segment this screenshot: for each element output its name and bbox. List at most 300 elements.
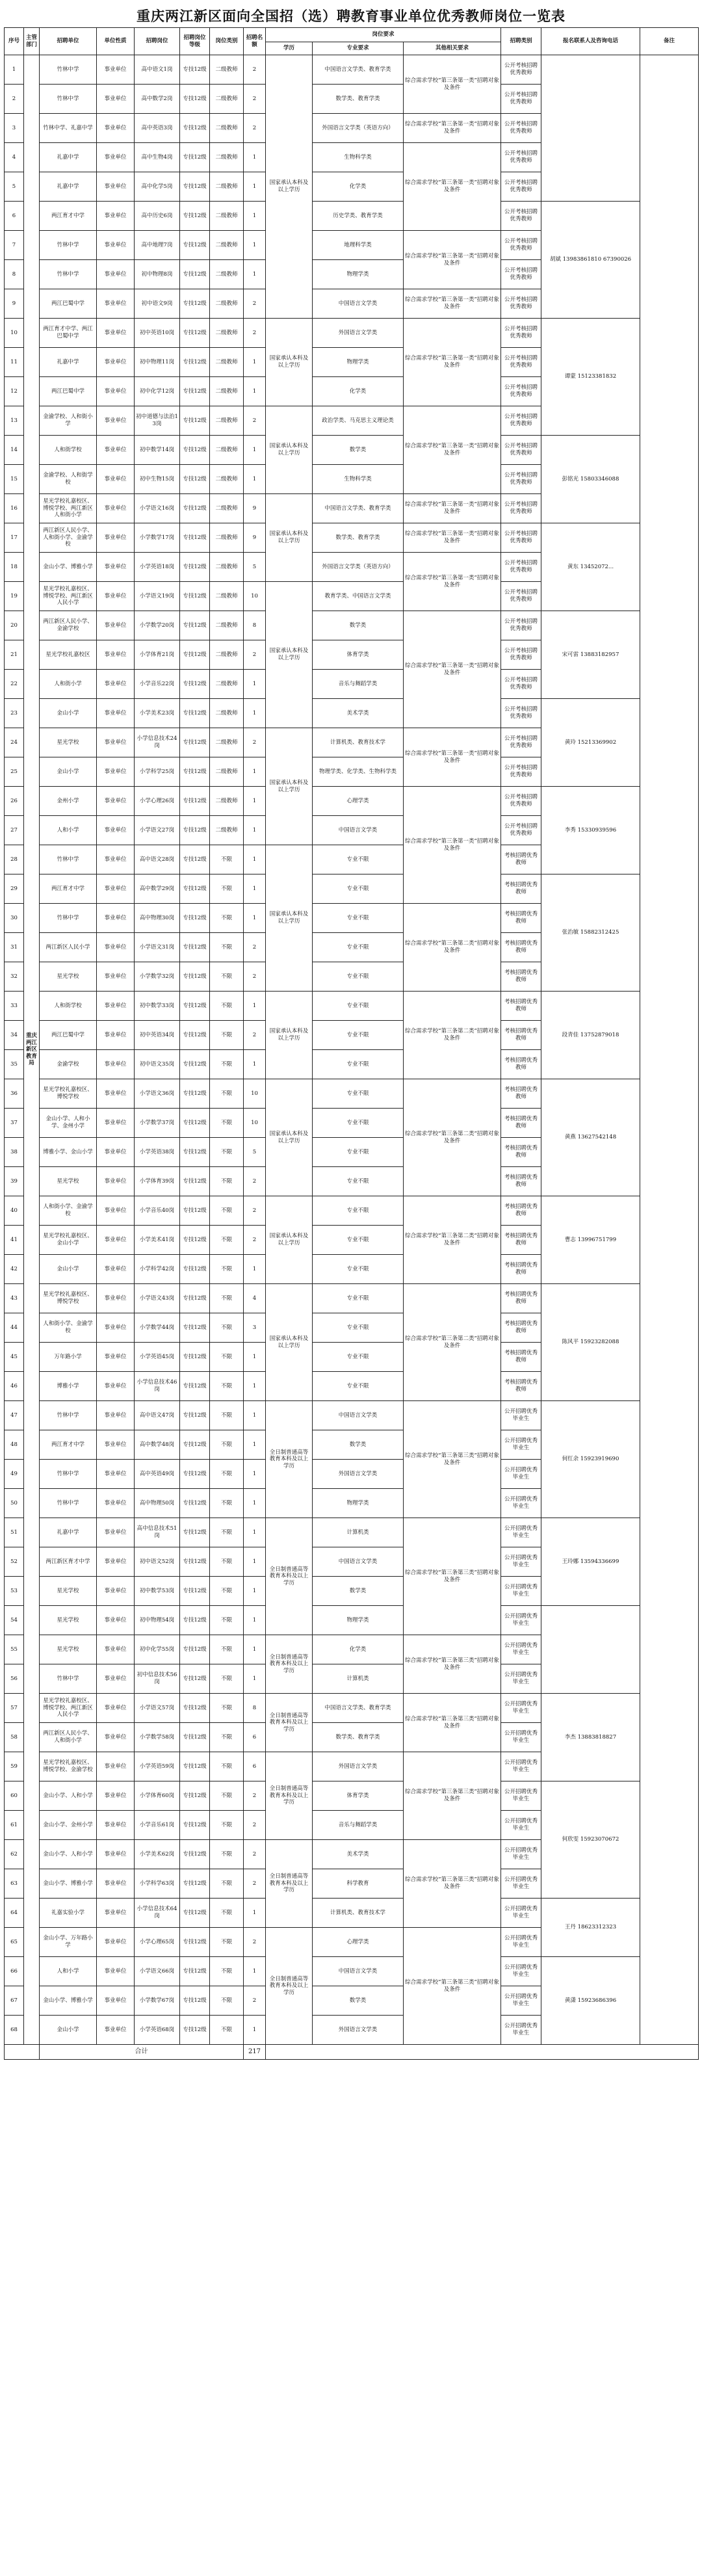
- post-cell: 小学科学42岗: [135, 1255, 180, 1284]
- major-cell: 专业不限: [313, 874, 404, 904]
- row-number: 41: [5, 1226, 24, 1255]
- method-cell: 考核招聘优秀教师: [501, 845, 541, 874]
- table-row: [5, 319, 699, 348]
- post-cell: 初中化学12岗: [135, 377, 180, 406]
- count-cell: 10: [244, 1079, 266, 1109]
- row-number: 11: [5, 348, 24, 377]
- edu-cell: 全日制普通高等教育本科及以上学历: [266, 1518, 313, 1635]
- unit-type-cell: 事业单位: [97, 1284, 135, 1313]
- row-number: 20: [5, 611, 24, 640]
- grade-cell: 专技12级: [180, 933, 210, 962]
- method-cell: 考核招聘优秀教师: [501, 1343, 541, 1372]
- major-cell: 生物科学类: [313, 143, 404, 172]
- table-row: [5, 1781, 699, 1811]
- edu-cell: 全日制普通高等教育本科及以上学历: [266, 1635, 313, 1694]
- category-cell: 不限: [210, 1606, 244, 1635]
- unit-type-cell: 事业单位: [97, 1869, 135, 1899]
- category-cell: 不限: [210, 1460, 244, 1489]
- count-cell: 1: [244, 1255, 266, 1284]
- grade-cell: 专技12级: [180, 699, 210, 728]
- count-cell: 10: [244, 582, 266, 611]
- category-cell: 不限: [210, 1372, 244, 1401]
- category-cell: 二级教师: [210, 816, 244, 845]
- unit-type-cell: 事业单位: [97, 1928, 135, 1957]
- post-cell: 高中数学29岗: [135, 874, 180, 904]
- post-cell: 高中数学48岗: [135, 1430, 180, 1460]
- other-cell: 综合需求学校“第三条第一类”招聘对象及条件: [404, 319, 501, 406]
- grade-cell: 专技12级: [180, 465, 210, 494]
- major-cell: 心理学类: [313, 787, 404, 816]
- count-cell: 2: [244, 55, 266, 85]
- edu-cell: 国家承认本科及以上学历: [266, 319, 313, 406]
- post-cell: 初中物理11岗: [135, 348, 180, 377]
- post-cell: 初中英语10岗: [135, 319, 180, 348]
- row-number: 7: [5, 231, 24, 260]
- category-cell: 不限: [210, 1167, 244, 1196]
- unit-type-cell: 事业单位: [97, 1840, 135, 1869]
- count-cell: 4: [244, 1284, 266, 1313]
- row-number: 44: [5, 1313, 24, 1343]
- grade-cell: 专技12级: [180, 1518, 210, 1547]
- row-number: 17: [5, 523, 24, 553]
- count-cell: 5: [244, 553, 266, 582]
- major-cell: 专业不限: [313, 1226, 404, 1255]
- unit-type-cell: 事业单位: [97, 1021, 135, 1050]
- method-cell: 考核招聘优秀教师: [501, 1284, 541, 1313]
- row-number: 45: [5, 1343, 24, 1372]
- category-cell: 不限: [210, 1313, 244, 1343]
- unit-type-cell: 事业单位: [97, 1635, 135, 1664]
- unit-cell: 竹林中学: [40, 1664, 97, 1694]
- category-cell: 不限: [210, 1723, 244, 1752]
- unit-type-cell: 事业单位: [97, 1401, 135, 1430]
- method-cell: 公开考核招聘优秀教师: [501, 377, 541, 406]
- post-cell: 小学美术62岗: [135, 1840, 180, 1869]
- category-cell: 不限: [210, 1255, 244, 1284]
- count-cell: 2: [244, 1167, 266, 1196]
- unit-type-cell: 事业单位: [97, 143, 135, 172]
- row-number: 28: [5, 845, 24, 874]
- post-cell: 高中信息技术51岗: [135, 1518, 180, 1547]
- post-cell: 小学体育60岗: [135, 1781, 180, 1811]
- unit-cell: 金山小学: [40, 757, 97, 787]
- major-cell: 地理科学类: [313, 231, 404, 260]
- unit-cell: 星光学校: [40, 728, 97, 757]
- category-cell: 不限: [210, 1196, 244, 1226]
- grade-cell: 专技12级: [180, 1811, 210, 1840]
- row-number: 14: [5, 436, 24, 465]
- header-grade: 招聘岗位等级: [180, 28, 210, 55]
- count-cell: 2: [244, 1869, 266, 1899]
- other-cell: 综合需求学校“第三条第一类”招聘对象及条件: [404, 728, 501, 787]
- post-cell: 小学数学37岗: [135, 1109, 180, 1138]
- grade-cell: 专技12级: [180, 1255, 210, 1284]
- major-cell: 数学类: [313, 436, 404, 465]
- unit-type-cell: 事业单位: [97, 1606, 135, 1635]
- other-cell: 综合需求学校“第三条第一类”招聘对象及条件: [404, 553, 501, 611]
- contact-cell: 黄潇 15923686396: [541, 1957, 640, 2045]
- post-cell: 初中英语34岗: [135, 1021, 180, 1050]
- method-cell: 考核招聘优秀教师: [501, 992, 541, 1021]
- category-cell: 二级教师: [210, 465, 244, 494]
- major-cell: 美术学类: [313, 699, 404, 728]
- contact-cell: [541, 55, 640, 202]
- unit-cell: 金山小学、博雅小学: [40, 1869, 97, 1899]
- unit-cell: 礼嘉中学: [40, 143, 97, 172]
- unit-cell: 金山小学: [40, 1255, 97, 1284]
- other-cell: 综合需求学校“第三条第二类”招聘对象及条件: [404, 904, 501, 992]
- grade-cell: 专技12级: [180, 1138, 210, 1167]
- category-cell: 不限: [210, 1226, 244, 1255]
- major-cell: 专业不限: [313, 1050, 404, 1079]
- category-cell: 二级教师: [210, 553, 244, 582]
- unit-cell: 金山小学: [40, 2016, 97, 2045]
- count-cell: 1: [244, 2016, 266, 2045]
- method-cell: 公开招聘优秀毕业生: [501, 2016, 541, 2045]
- major-cell: 科学教育: [313, 1869, 404, 1899]
- unit-type-cell: 事业单位: [97, 1547, 135, 1577]
- header-count: 招聘名额: [244, 28, 266, 55]
- post-cell: 初中信息技术56岗: [135, 1664, 180, 1694]
- major-cell: 专业不限: [313, 1167, 404, 1196]
- unit-type-cell: 事业单位: [97, 1664, 135, 1694]
- method-cell: 公开考核招聘优秀教师: [501, 816, 541, 845]
- major-cell: 政治学类、马克思主义理论类: [313, 406, 404, 436]
- other-cell: 综合需求学校“第三条第三类”招聘对象及条件: [404, 1401, 501, 1518]
- method-cell: 公开招聘优秀毕业生: [501, 1928, 541, 1957]
- row-number: 36: [5, 1079, 24, 1109]
- method-cell: 公开招聘优秀毕业生: [501, 1811, 541, 1840]
- grade-cell: 专技12级: [180, 640, 210, 670]
- unit-cell: 金山小学、人和小学: [40, 1840, 97, 1869]
- major-cell: 中国语言文学类: [313, 816, 404, 845]
- method-cell: 公开考核招聘优秀教师: [501, 114, 541, 143]
- major-cell: 音乐与舞蹈学类: [313, 1811, 404, 1840]
- count-cell: 2: [244, 1781, 266, 1811]
- category-cell: 不限: [210, 1869, 244, 1899]
- count-cell: 1: [244, 1606, 266, 1635]
- header-other: 其他相关要求: [404, 42, 501, 55]
- row-number: 42: [5, 1255, 24, 1284]
- category-cell: 二级教师: [210, 494, 244, 523]
- post-cell: 小学英语68岗: [135, 2016, 180, 2045]
- other-cell: 综合需求学校“第三条第二类”招聘对象及条件: [404, 1284, 501, 1401]
- unit-type-cell: 事业单位: [97, 904, 135, 933]
- major-cell: 外国语言文学类: [313, 1460, 404, 1489]
- grade-cell: 专技12级: [180, 1489, 210, 1518]
- count-cell: 6: [244, 1752, 266, 1781]
- grade-cell: 专技12级: [180, 904, 210, 933]
- count-cell: 2: [244, 1840, 266, 1869]
- row-number: 33: [5, 992, 24, 1021]
- major-cell: 数学类: [313, 1577, 404, 1606]
- post-cell: 小学英语45岗: [135, 1343, 180, 1372]
- method-cell: 考核招聘优秀教师: [501, 1167, 541, 1196]
- row-number: 22: [5, 670, 24, 699]
- count-cell: 1: [244, 874, 266, 904]
- post-cell: 高中数学2岗: [135, 85, 180, 114]
- row-number: 3: [5, 114, 24, 143]
- major-cell: 心理学类: [313, 1928, 404, 1957]
- category-cell: 不限: [210, 1577, 244, 1606]
- row-number: 64: [5, 1899, 24, 1928]
- header-category: 岗位类别: [210, 28, 244, 55]
- other-cell: 综合需求学校“第三条第三类”招聘对象及条件: [404, 1928, 501, 2045]
- category-cell: 二级教师: [210, 289, 244, 319]
- edu-cell: 国家承认本科及以上学历: [266, 406, 313, 494]
- grade-cell: 专技12级: [180, 582, 210, 611]
- grade-cell: 专技12级: [180, 1723, 210, 1752]
- post-cell: 小学语文31岗: [135, 933, 180, 962]
- major-cell: 物理学类: [313, 1489, 404, 1518]
- count-cell: 1: [244, 1664, 266, 1694]
- row-number: 16: [5, 494, 24, 523]
- grade-cell: 专技12级: [180, 2016, 210, 2045]
- method-cell: 公开招聘优秀毕业生: [501, 1899, 541, 1928]
- post-cell: 小学语文57岗: [135, 1694, 180, 1723]
- method-cell: 考核招聘优秀教师: [501, 1138, 541, 1167]
- count-cell: 1: [244, 1547, 266, 1577]
- unit-type-cell: 事业单位: [97, 406, 135, 436]
- unit-type-cell: 事业单位: [97, 1109, 135, 1138]
- unit-cell: 星光学校礼嘉校区、博悦学校: [40, 1079, 97, 1109]
- method-cell: 公开考核招聘优秀教师: [501, 582, 541, 611]
- unit-cell: 竹林中学: [40, 260, 97, 289]
- row-number: 54: [5, 1606, 24, 1635]
- major-cell: 中国语言文学类、教育学类: [313, 1694, 404, 1723]
- row-number: 39: [5, 1167, 24, 1196]
- count-cell: 2: [244, 319, 266, 348]
- row-number: 24: [5, 728, 24, 757]
- category-cell: 不限: [210, 1489, 244, 1518]
- method-cell: 公开考核招聘优秀教师: [501, 670, 541, 699]
- contact-cell: 陈风平 15923282088: [541, 1284, 640, 1401]
- method-cell: 考核招聘优秀教师: [501, 933, 541, 962]
- post-cell: 小学科学25岗: [135, 757, 180, 787]
- edu-cell: 国家承认本科及以上学历: [266, 1284, 313, 1401]
- method-cell: 公开考核招聘优秀教师: [501, 553, 541, 582]
- major-cell: 数学类: [313, 1430, 404, 1460]
- post-cell: 小学音乐40岗: [135, 1196, 180, 1226]
- method-cell: 公开考核招聘优秀教师: [501, 260, 541, 289]
- count-cell: 1: [244, 1518, 266, 1547]
- unit-cell: 星光学校礼嘉校区、博悦学校、金渝学校: [40, 1752, 97, 1781]
- table-row: [5, 436, 699, 465]
- page-title: 重庆两江新区面向全国招（选）聘教育事业单位优秀教师岗位一览表: [136, 8, 566, 24]
- row-number: 58: [5, 1723, 24, 1752]
- grade-cell: 专技12级: [180, 260, 210, 289]
- contact-cell: 黄东 13452072...: [541, 523, 640, 611]
- post-cell: 小学语文16岗: [135, 494, 180, 523]
- row-number: 43: [5, 1284, 24, 1313]
- grade-cell: 专技12级: [180, 1986, 210, 2016]
- grade-cell: 专技12级: [180, 816, 210, 845]
- contact-cell: 宋可雷 13883182957: [541, 611, 640, 699]
- count-cell: 1: [244, 757, 266, 787]
- unit-type-cell: 事业单位: [97, 319, 135, 348]
- unit-cell: 金渝学校、人和街小学: [40, 406, 97, 436]
- major-cell: 中国语言文学类: [313, 1401, 404, 1430]
- unit-type-cell: 事业单位: [97, 436, 135, 465]
- other-cell: 综合需求学校“第三条第三类”招聘对象及条件: [404, 1694, 501, 1752]
- post-cell: 小学英语18岗: [135, 553, 180, 582]
- header-major: 专业要求: [313, 42, 404, 55]
- major-cell: 计算机类、教育技术学: [313, 1899, 404, 1928]
- category-cell: 不限: [210, 904, 244, 933]
- post-cell: 小学体育39岗: [135, 1167, 180, 1196]
- grade-cell: 专技12级: [180, 1167, 210, 1196]
- post-cell: 初中数学33岗: [135, 992, 180, 1021]
- method-cell: 考核招聘优秀教师: [501, 1255, 541, 1284]
- category-cell: 二级教师: [210, 377, 244, 406]
- major-cell: 专业不限: [313, 1021, 404, 1050]
- unit-type-cell: 事业单位: [97, 523, 135, 553]
- unit-type-cell: 事业单位: [97, 465, 135, 494]
- header-unit: 招聘单位: [40, 28, 97, 55]
- unit-type-cell: 事业单位: [97, 992, 135, 1021]
- major-cell: 专业不限: [313, 962, 404, 992]
- post-cell: 初中物理54岗: [135, 1606, 180, 1635]
- method-cell: 公开招聘优秀毕业生: [501, 1635, 541, 1664]
- method-cell: 公开招聘优秀毕业生: [501, 1577, 541, 1606]
- row-number: 52: [5, 1547, 24, 1577]
- contact-cell: 谭蒙 15123381832: [541, 319, 640, 436]
- count-cell: 1: [244, 377, 266, 406]
- row-number: 1: [5, 55, 24, 85]
- count-cell: 2: [244, 728, 266, 757]
- major-cell: 中国语言文学类: [313, 1957, 404, 1986]
- unit-type-cell: 事业单位: [97, 1723, 135, 1752]
- unit-cell: 人和街学校: [40, 436, 97, 465]
- count-cell: 1: [244, 1372, 266, 1401]
- row-number: 13: [5, 406, 24, 436]
- category-cell: 不限: [210, 1547, 244, 1577]
- row-number: 38: [5, 1138, 24, 1167]
- unit-cell: 星光学校礼嘉校区、博悦学校、两江新区人民小学: [40, 582, 97, 611]
- count-cell: 1: [244, 1489, 266, 1518]
- major-cell: 专业不限: [313, 845, 404, 874]
- unit-cell: 万年路小学: [40, 1343, 97, 1372]
- table-row: [5, 1606, 699, 1635]
- table-row: [5, 1284, 699, 1313]
- count-cell: 1: [244, 436, 266, 465]
- grade-cell: 专技12级: [180, 172, 210, 202]
- unit-type-cell: 事业单位: [97, 172, 135, 202]
- major-cell: 专业不限: [313, 992, 404, 1021]
- unit-type-cell: 事业单位: [97, 670, 135, 699]
- post-cell: 高中语文1岗: [135, 55, 180, 85]
- contact-cell: [541, 1606, 640, 1694]
- category-cell: 不限: [210, 1752, 244, 1781]
- grade-cell: 专技12级: [180, 1869, 210, 1899]
- count-cell: 10: [244, 1109, 266, 1138]
- count-cell: 9: [244, 494, 266, 523]
- unit-cell: 两江新区人民小学、人和街小学、金渝学校: [40, 523, 97, 553]
- row-number: 51: [5, 1518, 24, 1547]
- table-row: [5, 1401, 699, 1430]
- unit-cell: 竹林中学、礼嘉中学: [40, 114, 97, 143]
- major-cell: 数学类: [313, 1986, 404, 2016]
- method-cell: 公开招聘优秀毕业生: [501, 1518, 541, 1547]
- contact-cell: 黄玲 15213369902: [541, 699, 640, 787]
- grade-cell: 专技12级: [180, 992, 210, 1021]
- major-cell: 化学类: [313, 377, 404, 406]
- row-number: 63: [5, 1869, 24, 1899]
- major-cell: 数学类: [313, 611, 404, 640]
- grade-cell: 专技12级: [180, 1372, 210, 1401]
- row-number: 6: [5, 202, 24, 231]
- count-cell: 1: [244, 816, 266, 845]
- method-cell: 公开考核招聘优秀教师: [501, 494, 541, 523]
- row-number: 66: [5, 1957, 24, 1986]
- unit-type-cell: 事业单位: [97, 1752, 135, 1781]
- contact-cell: 王玲娜 13594336699: [541, 1518, 640, 1606]
- contact-cell: 张治敏 15882312425: [541, 874, 640, 992]
- grade-cell: 专技12级: [180, 1401, 210, 1430]
- grade-cell: 专技12级: [180, 1050, 210, 1079]
- unit-cell: 星光学校: [40, 962, 97, 992]
- method-cell: 公开招聘优秀毕业生: [501, 1869, 541, 1899]
- unit-type-cell: 事业单位: [97, 1781, 135, 1811]
- count-cell: 1: [244, 992, 266, 1021]
- row-number: 59: [5, 1752, 24, 1781]
- row-number: 19: [5, 582, 24, 611]
- category-cell: 不限: [210, 1928, 244, 1957]
- unit-cell: 竹林中学: [40, 904, 97, 933]
- method-cell: 考核招聘优秀教师: [501, 1021, 541, 1050]
- other-cell: 综合需求学校“第三条第三类”招聘对象及条件: [404, 1518, 501, 1635]
- table-row: [5, 1196, 699, 1226]
- major-cell: 专业不限: [313, 1138, 404, 1167]
- count-cell: 1: [244, 699, 266, 728]
- row-number: 4: [5, 143, 24, 172]
- unit-cell: 礼嘉中学: [40, 1518, 97, 1547]
- grade-cell: 专技12级: [180, 85, 210, 114]
- category-cell: 不限: [210, 1050, 244, 1079]
- unit-cell: 金山小学: [40, 699, 97, 728]
- table-row: [5, 523, 699, 553]
- other-cell: 综合需求学校“第三条第一类”招聘对象及条件: [404, 289, 501, 319]
- category-cell: 不限: [210, 1401, 244, 1430]
- post-cell: 小学数学32岗: [135, 962, 180, 992]
- category-cell: 二级教师: [210, 728, 244, 757]
- grade-cell: 专技12级: [180, 1109, 210, 1138]
- row-number: 25: [5, 757, 24, 787]
- other-cell: 综合需求学校“第三条第二类”招聘对象及条件: [404, 992, 501, 1079]
- grade-cell: 专技12级: [180, 406, 210, 436]
- method-cell: 公开考核招聘优秀教师: [501, 640, 541, 670]
- method-cell: 公开招聘优秀毕业生: [501, 1547, 541, 1577]
- method-cell: 公开考核招聘优秀教师: [501, 611, 541, 640]
- row-number: 60: [5, 1781, 24, 1811]
- unit-cell: 金渝学校、人和街学校: [40, 465, 97, 494]
- other-cell: 综合需求学校“第三条第三类”招聘对象及条件: [404, 1752, 501, 1840]
- post-cell: 初中语文52岗: [135, 1547, 180, 1577]
- unit-type-cell: 事业单位: [97, 494, 135, 523]
- count-cell: 5: [244, 1138, 266, 1167]
- unit-cell: 人和小学: [40, 1957, 97, 1986]
- unit-type-cell: 事业单位: [97, 1430, 135, 1460]
- unit-type-cell: 事业单位: [97, 845, 135, 874]
- post-cell: 初中语文35岗: [135, 1050, 180, 1079]
- count-cell: 1: [244, 1343, 266, 1372]
- category-cell: 二级教师: [210, 611, 244, 640]
- major-cell: 专业不限: [313, 1343, 404, 1372]
- method-cell: 公开招聘优秀毕业生: [501, 1489, 541, 1518]
- other-cell: 综合需求学校“第三条第一类”招聘对象及条件: [404, 494, 501, 523]
- unit-cell: 金山小学、博雅小学: [40, 1986, 97, 2016]
- count-cell: 2: [244, 85, 266, 114]
